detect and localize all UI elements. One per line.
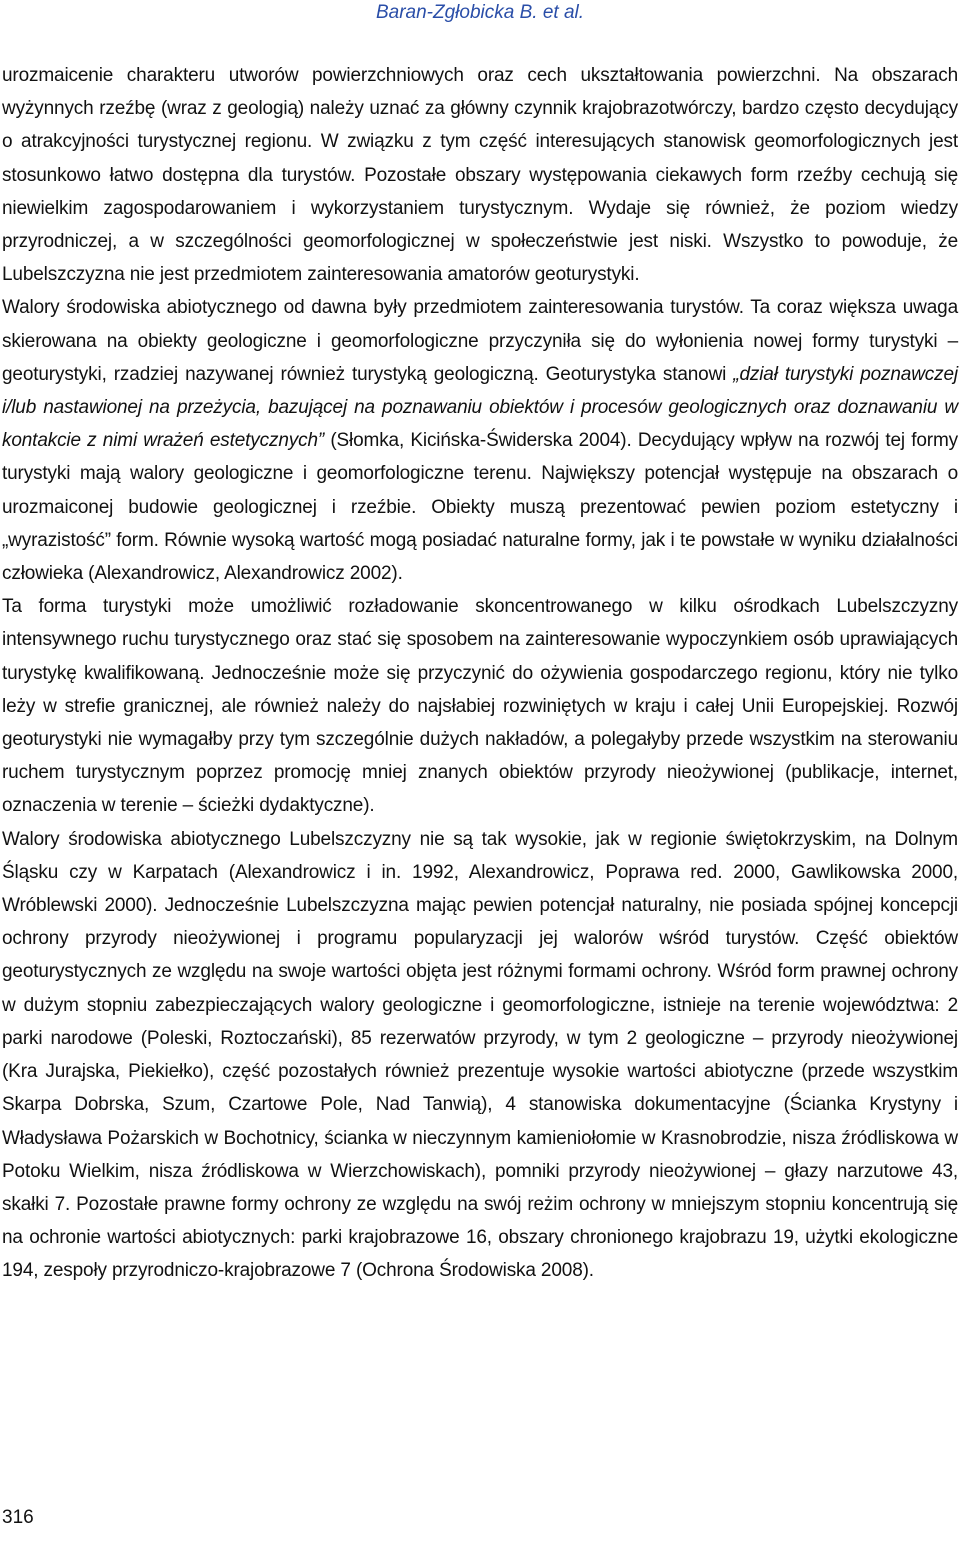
- geotourism-definition-quote: „dział turystyki poznawczej i/lub nastawionej na przeżycia, bazującej na poznawaniu obiektów i procesów geologicznych oraz doznawaniu w kontakcie z nimi wrażeń estetycznych”: [2, 363, 958, 452]
- paragraph-2: [2, 291, 958, 590]
- running-header: Baran-Zgłobicka B. et al.: [375, 2, 585, 23]
- paragraph-2-text-end: (Słomka, Kicińska-Świderska 2004). Decydujący wpływ na rozwój tej formy turystyki mają walory geologiczne i geomorfologiczne terenu. Największy potencjał występuje na obszarach o urozmaiconej budowie geologicznej i rzeźbie. Obiekty muszą prezentować pewien poziom estetyczny i „wyrazistość” form. Równie wysoką wartość mogą posiadać naturalne formy, jak i te powstałe w wyniku działalności człowieka (Alexandrowicz, Alexandrowicz 2002).: [2, 430, 959, 585]
- paragraph-2-text-start: Walory środowiska abiotycznego od dawna były przedmiotem zainteresowania turystów. Ta coraz większa uwaga skierowana na obiekty geologiczne i geomorfologiczne przyczyniła się do wyłonienia nowej formy turystyki – geoturystyki, rzadziej nazywanej również turystyką geologiczną. Geoturystyka stanowi: [2, 297, 958, 385]
- paragraph-3: Ta forma turystyki może umożliwić rozładowanie skoncentrowanego w kilku ośrodkach Lubelszczyzny intensywnego ruchu turystycznego oraz stać się sposobem na zainteresowanie wypoczynkiem osób uprawiających turystykę kwalifikowaną. Jednocześnie może się przyczynić do ożywienia gospodarczego regionu, który nie tylko leży w strefie granicznej, ale również należy do najsłabiej rozwiniętych w kraju i całej Unii Europejskiej. Rozwój geoturystyki nie wymagałby przy tym szczególnie dużych nakładów, a polegałyby przede wszystkim na sterowaniu ruchem turystycznym poprzez promocję mniej znanych obiektów przyrody nieożywionej (publikacje, internet, oznaczenia w terenie – ścieżki dydaktyczne).: [2, 596, 958, 817]
- paragraph-1: urozmaicenie charakteru utworów powierzchniowych oraz cech ukształtowania powierzchni. Na obszarach wyżynnych rzeźbę (wraz z geologią) należy uznać za główny czynnik krajobrazotwórczy, bardzo często decydujący o atrakcyjności turystycznej regionu. W związku z tym część interesujących stanowisk geomorfologicznych jest stosunkowo łatwo dostępna dla turystów. Pozostałe obszary występowania ciekawych form rzeźby cechują się niewielkim zagospodarowaniem i wykorzystaniem turystycznym. Wydaje się również, że poziom wiedzy przyrodniczej, a w szczególności geomorfologicznej w społeczeństwie jest niski. Wszystko to powoduje, że Lubelszczyzna nie jest przedmiotem zainteresowania amatorów geoturystyki.: [2, 65, 958, 286]
- paragraph-4: Walory środowiska abiotycznego Lubelszczyzny nie są tak wysokie, jak w regionie świętokrzyskim, na Dolnym Śląsku czy w Karpatach (Alexandrowicz i in. 1992, Alexandrowicz, Poprawa red. 2000, Gawlikowska 2000, Wróblewski 2000). Jednocześnie Lubelszczyzna mając pewien potencjał naturalny, nie posiada spójnej koncepcji ochrony przyrody nieożywionej i programu popularyzacji jej walorów wśród turystów. Część obiektów geoturystycznych ze względu na swoje wartości objęta jest różnymi formami ochrony. Wśród form prawnej ochrony w dużym stopniu zabezpieczających walory geologiczne i geomorfologiczne, istnieje na terenie województwa: 2 parki narodowe (Poleski, Roztoczański), 85 rezerwatów przyrody, w tym 2 geologiczne – przyrody nieożywionej (Kra Jurajska, Piekiełko), część pozostałych również prezentuje wysokie wartości abiotyczne (przede wszystkim Skarpa Dobrska, Szum, Czartowe Pole, Nad Tanwią), 4 stanowiska dokumentacyjne (Ścianka Krystyny i Władysława Pożarskich w Bochotnicy, ścianka w nieczynnym kamieniołomie w Krasnobrodzie, nisza źródliskowa w Potoku Wielkim, nisza źródliskowa w Wierzchowiskach), pomniki przyrody nieożywionej – głazy narzutowe 43, skałki 7. Pozostałe prawne formy ochrony ze względu na swój reżim ochrony w mniejszym stopniu koncentrują się na ochronie wartości abiotycznych: parki krajobrazowe 16, obszary chronionego krajobrazu 19, użytki ekologiczne 194, zespoły przyrodniczo-krajobrazowe 7 (Ochrona Środowiska 2008).: [2, 828, 958, 1282]
- page-number: 316: [2, 1507, 34, 1528]
- body-text: [2, 59, 958, 1288]
